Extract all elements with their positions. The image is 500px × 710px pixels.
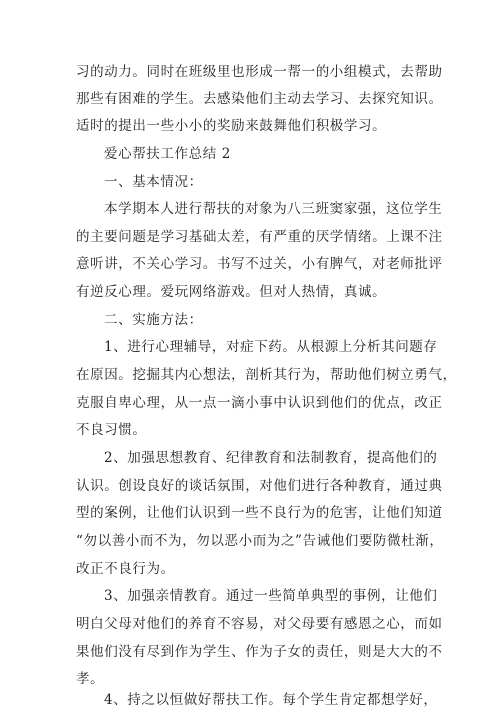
paragraph-line: 1、进行心理辅导，对症下药。从根源上分析其问题存 [104, 339, 438, 355]
section-heading: 二、实施方法： [104, 312, 203, 328]
paragraph-line: 不良习惯。 [76, 422, 147, 438]
paragraph-line: 2、加强思想教育、纪律教育和法制教育，提高他们的 [104, 450, 438, 466]
section-heading: 一、基本情况： [104, 174, 203, 190]
section-title: 爱心帮扶工作总结 2 [104, 146, 231, 162]
paragraph-line: 在原因。挖掘其内心想法，剖析其行为，帮助他们树立勇气， [76, 367, 457, 383]
paragraph-line: 3、加强亲情教育。通过一些简单典型的事例，让他们 [104, 588, 438, 604]
paragraph-line: 有逆反心理。爱玩网络游戏。但对人热情，真诚。 [76, 284, 387, 300]
paragraph-line: 改正不良行为。 [76, 561, 175, 577]
paragraph-line: 那些有困难的学生。去感染他们主动去学习、去探究知识。 [76, 91, 443, 107]
paragraph-line: 本学期本人进行帮扶的对象为八三班窦家强，这位学生 [104, 201, 443, 217]
paragraph-line: 型的案例，让他们认识到一些不良行为的危害，让他们知道 [76, 505, 443, 521]
paragraph-line: 意听讲，不关心学习。书写不过关，小有脾气，对老师批评 [76, 256, 443, 272]
paragraph-line: 认识。创设良好的谈话氛围，对他们进行各种教育，通过典 [76, 478, 443, 494]
paragraph-line: 的主要问题是学习基础太差，有严重的厌学情绪。上课不注 [76, 229, 443, 245]
paragraph-line: 明白父母对他们的养育不容易，对父母要有感恩之心，而如 [76, 616, 443, 632]
paragraph-line: 孝。 [76, 671, 105, 687]
paragraph-line: 4、持之以恒做好帮扶工作。每个学生肯定都想学好， [104, 692, 438, 708]
paragraph-line: 克服自卑心理，从一点一滴小事中认识到他们的优点，改正 [76, 395, 443, 411]
paragraph-line: 习的动力。同时在班级里也形成一帮一的小组模式，去帮助 [76, 64, 443, 80]
paragraph-line: 果他们没有尽到作为学生、作为子女的责任，则是大大的不 [76, 644, 443, 660]
paragraph-line: “勿以善小而不为，勿以恶小而为之”告诫他们要防微杜渐， [76, 533, 444, 549]
paragraph-line: 适时的提出一些小小的奖励来鼓舞他们积极学习。 [76, 118, 387, 134]
